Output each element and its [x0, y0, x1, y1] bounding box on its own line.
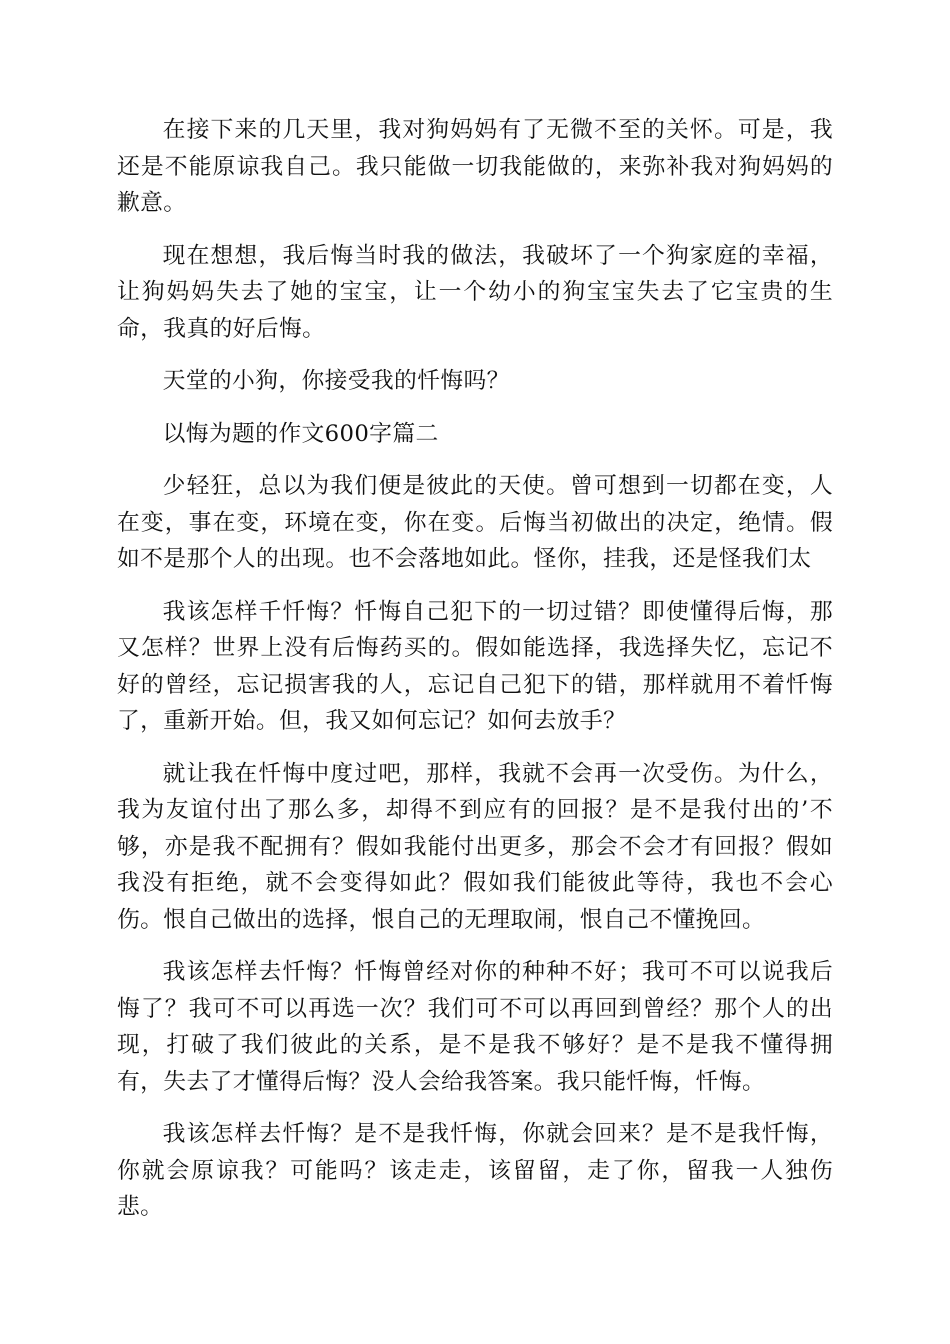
paragraph-3: 天堂的小狗，你接受我的忏悔吗？	[162, 368, 510, 394]
paragraph-8: 我该怎样去忏悔？忏悔曾经对你的种种不好；我可不可以说我后悔了？我可不可以再选一次？我们可不可以再回到曾经？那个人的出现，打破了我们彼此的关系，是不是我不够好？是不是我不懂得拥有，失去了才懂得后悔？没人会给我答案。我只能忏悔，忏悔。	[117, 959, 833, 1095]
paragraph-9: 我该怎样去忏悔？是不是我忏悔，你就会回来？是不是我忏悔，你就会原谅我？可能吗？该走走，该留留，走了你，留我一人独伤悲。	[117, 1121, 833, 1220]
paragraph-2: 现在想想，我后悔当时我的做法，我破坏了一个狗家庭的幸福，让狗妈妈失去了她的宝宝，让一个幼小的狗宝宝失去了它宝贵的生命，我真的好后悔。	[117, 242, 833, 342]
section-heading: 以悔为题的作文600字篇二	[162, 420, 439, 447]
paragraph-5: 少轻狂，总以为我们便是彼此的天使。曾可想到一切都在变，人在变，事在变，环境在变，你在变。后悔当初做出的决定，绝情。假如不是那个人的出现。也不会落地如此。怪你，挂我，还是怪我们太	[117, 473, 833, 572]
paragraph-7: 就让我在忏悔中度过吧，那样，我就不会再一次受伤。为什么，我为友谊付出了那么多，却得不到应有的回报？是不是我付出的’不够，亦是我不配拥有？假如我能付出更多，那会不会才有回报？假如我没有拒绝，就不会变得如此？假如我们能彼此等待，我也不会心伤。恨自己做出的选择，恨自己的无理取闹，恨自己不懂挽回。	[117, 760, 833, 933]
paragraph-6: 我该怎样千忏悔？忏悔自己犯下的一切过错？即使懂得后悔，那又怎样？世界上没有后悔药买的。假如能选择，我选择失忆，忘记不好的曾经，忘记损害我的人，忘记自己犯下的错，那样就用不着忏悔了，重新开始。但，我又如何忘记？如何去放手？	[117, 598, 833, 734]
document-page	[117, 112, 833, 1242]
paragraph-1: 在接下来的几天里，我对狗妈妈有了无微不至的关怀。可是，我还是不能原谅我自己。我只能做一切我能做的，来弥补我对狗妈妈的歉意。	[117, 117, 833, 216]
